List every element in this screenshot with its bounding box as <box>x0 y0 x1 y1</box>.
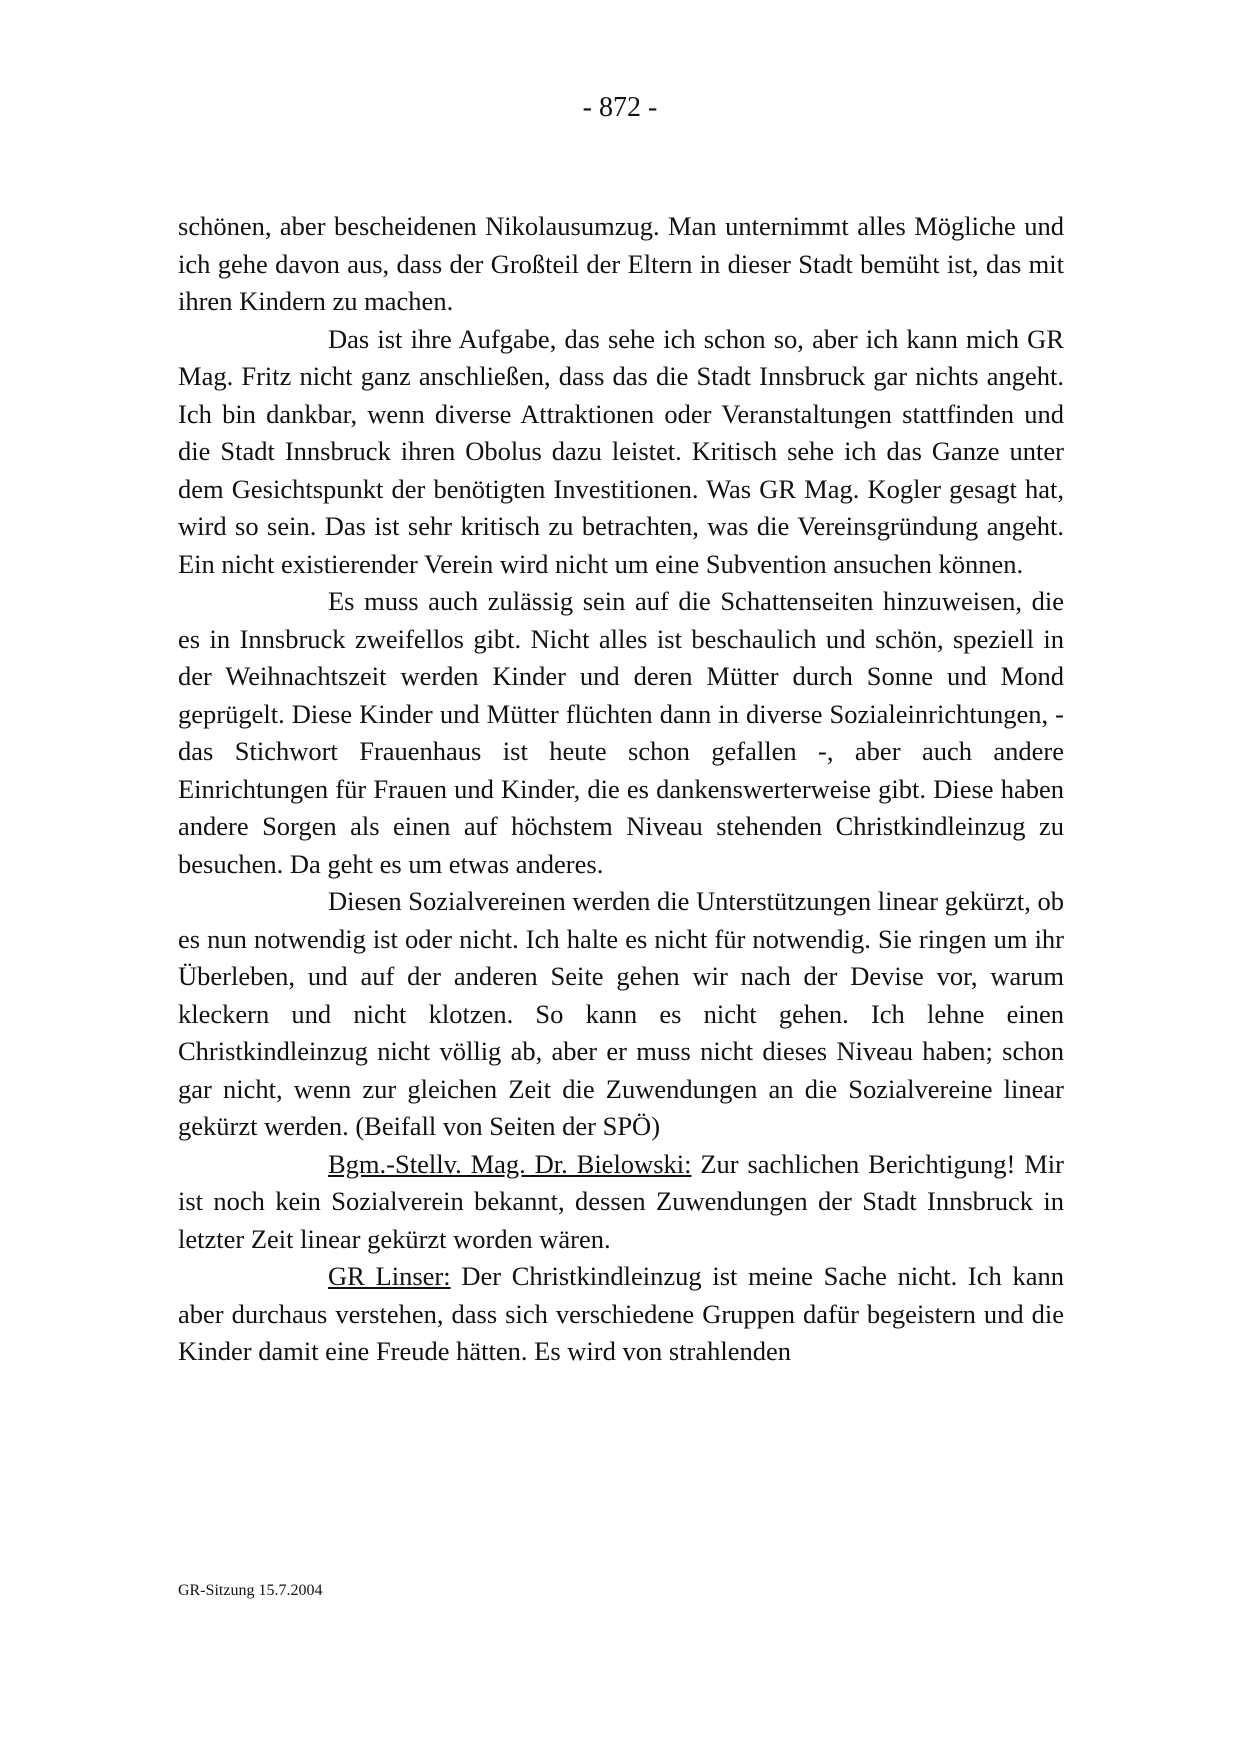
paragraph-text: schönen, aber bescheidenen Nikolausumzug. Man unternimmt alles Mögliche und ich gehe davon aus, dass der Großteil der Eltern in dieser Stadt bemüht ist, das mit ihren Kindern zu machen. <box>178 211 1064 316</box>
paragraph-text: Der Christkindleinzug ist meine Sache nicht. Ich kann aber durchaus verstehen, dass sich verschiedene Gruppen dafür begeistern und die Kinder damit eine Freude hätten. Es wird von strahlenden <box>178 1261 1064 1366</box>
paragraph-6 <box>178 1258 1064 1371</box>
footer-session-label: GR-Sitzung 15.7.2004 <box>178 1582 323 1599</box>
paragraph-text: Zur sachlichen Berichtigung! Mir ist noch kein Sozialverein bekannt, dessen Zuwendungen der Stadt Innsbruck in letzter Zeit linear gekürzt worden wären. <box>178 1148 1064 1254</box>
body-text <box>178 208 1064 1371</box>
page-number: - 872 - <box>582 92 658 123</box>
paragraph-3 <box>178 583 1064 883</box>
paragraph-1 <box>178 208 1064 321</box>
paragraph-text: Diesen Sozialvereinen werden die Unterstützungen linear gekürzt, ob es nun notwendig ist oder nicht. Ich halte es nicht für notwendig. Sie ringen um ihr Überleben, und auf der anderen Seite gehen wir nach der Devise vor, warum kleckern und nicht klotzen. So kann es nicht gehen. Ich lehne einen Christkindleinzug nicht völlig ab, aber er muss nicht dieses Niveau haben; schon gar nicht, wenn zur gleichen Zeit die Zuwendungen an die Sozialvereine linear gekürzt werden. (Beifall von Seiten der SPÖ) <box>178 886 1064 1141</box>
paragraph-4 <box>178 883 1064 1146</box>
paragraph-text: Es muss auch zulässig sein auf die Schattenseiten hinzuweisen, die es in Innsbruck zweifellos gibt. Nicht alles ist beschaulich und schön, speziell in der Weihnachtszeit werden Kinder und deren Mütter durch Sonne und Mond geprügelt. Diese Kinder und Mütter flüchten dann in diverse Sozialeinrichtungen, - das Stichwort Frauenhaus ist heute schon gefallen -, aber auch andere Einrichtungen für Frauen und Kinder, die es dankenswerterweise gibt. Diese haben andere Sorgen als einen auf höchstem Niveau stehenden Christkindleinzug zu besuchen. Da geht es um etwas anderes. <box>178 586 1064 879</box>
paragraph-text: Das ist ihre Aufgabe, das sehe ich schon so, aber ich kann mich GR Mag. Fritz nicht ganz anschließen, dass das die Stadt Innsbruck gar nichts angeht. Ich bin dankbar, wenn diverse Attraktionen oder Veranstaltungen stattfinden und die Stadt Innsbruck ihren Obolus dazu leistet. Kritisch sehe ich das Ganze unter dem Gesichtspunkt der benötigten Investitionen. Was GR Mag. Kogler gesagt hat, wird so sein. Das ist sehr kritisch zu betrachten, was die Vereinsgründung angeht. Ein nicht existierender Verein wird nicht um eine Subvention ansuchen können. <box>178 323 1064 579</box>
speaker-name: GR Linser: <box>328 1261 451 1291</box>
paragraph-2 <box>178 321 1064 584</box>
paragraph-5 <box>178 1146 1064 1259</box>
speaker-name: Bgm.-Stellv. Mag. Dr. Bielowski: <box>328 1148 692 1179</box>
